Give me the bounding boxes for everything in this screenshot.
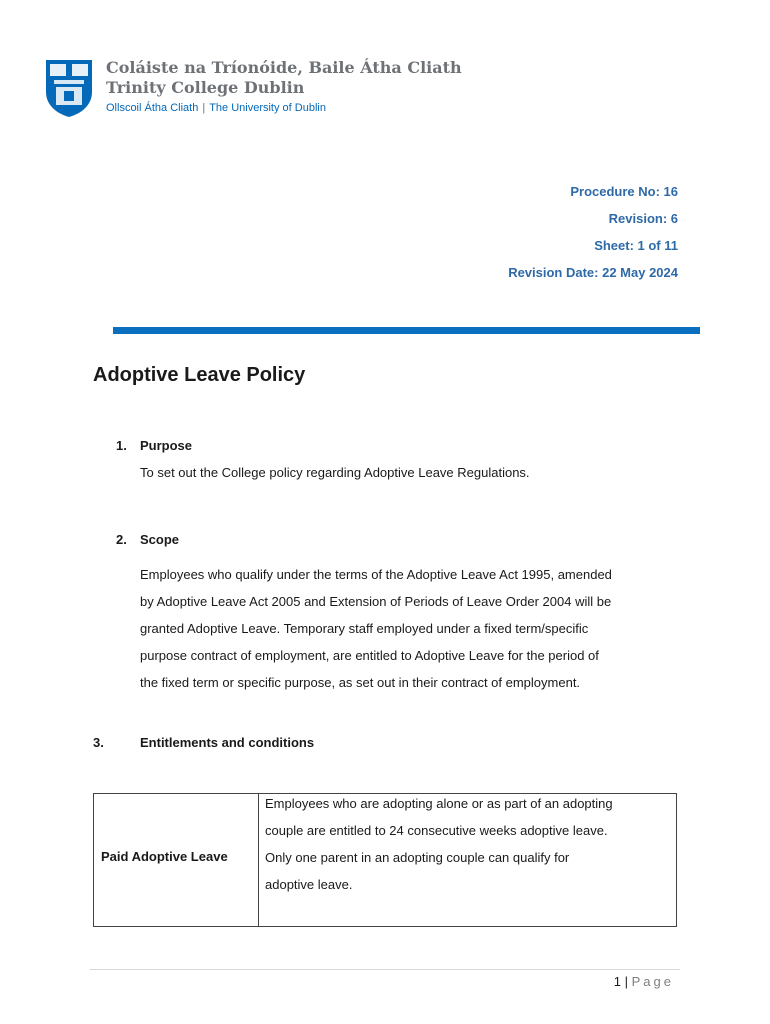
footer-divider (90, 969, 680, 970)
table-cell-line: Only one parent in an adopting couple can qualify for (265, 850, 570, 865)
section-2-line: purpose contract of employment, are entitled to Adoptive Leave for the period of (140, 648, 599, 663)
page-title: Adoptive Leave Policy (93, 364, 306, 386)
page-label: Page (631, 974, 674, 989)
section-1-text: To set out the College policy regarding Adoptive Leave Regulations. (140, 465, 530, 480)
page-number: 1 (613, 974, 621, 989)
table-cell-line: Employees who are adopting alone or as part of an adopting (265, 796, 613, 811)
sheet-count: Sheet: 1 of 11 (594, 238, 678, 253)
header-divider (113, 327, 700, 334)
institution-english-name: Trinity College Dublin (106, 78, 305, 97)
table-cell-line: couple are entitled to 24 consecutive weeks adoptive leave. (265, 823, 608, 838)
revision-date: Revision Date: 22 May 2024 (508, 265, 678, 280)
tagline-irish: Ollscoil Átha Cliath (106, 102, 199, 114)
revision-number: Revision: 6 (608, 211, 678, 226)
table-row-label: Paid Adoptive Leave (101, 849, 228, 864)
section-2-line: granted Adoptive Leave. Temporary staff employed under a fixed term/specific (140, 621, 589, 636)
table-column-divider (258, 794, 259, 926)
procedure-number: Procedure No: 16 (570, 184, 678, 199)
section-3-heading: Entitlements and conditions (140, 735, 315, 750)
institution-tagline (106, 99, 462, 117)
section-2-line: Employees who qualify under the terms of the Adoptive Leave Act 1995, amended (140, 567, 612, 582)
section-1-heading: Purpose (140, 438, 193, 453)
footer-separator: | (624, 974, 628, 989)
college-wordmark (106, 58, 462, 117)
section-3-number: 3. (93, 735, 104, 750)
section-1-number: 1. (116, 438, 127, 453)
section-2-line: the fixed term or specific purpose, as set out in their contract of employment. (140, 675, 581, 690)
table-cell-line: adoptive leave. (265, 877, 353, 892)
institution-irish-name: Coláiste na Tríonóide, Baile Átha Cliath (106, 58, 462, 77)
page-footer (614, 974, 674, 989)
tagline-separator: | (202, 102, 206, 114)
entitlements-table (93, 793, 677, 927)
section-2-number: 2. (116, 532, 127, 547)
section-2-line: by Adoptive Leave Act 2005 and Extension of Periods of Leave Order 2004 will be (140, 594, 612, 609)
tagline-english: The University of Dublin (209, 102, 326, 114)
college-crest-logo (44, 58, 94, 118)
section-2-heading: Scope (140, 532, 180, 547)
